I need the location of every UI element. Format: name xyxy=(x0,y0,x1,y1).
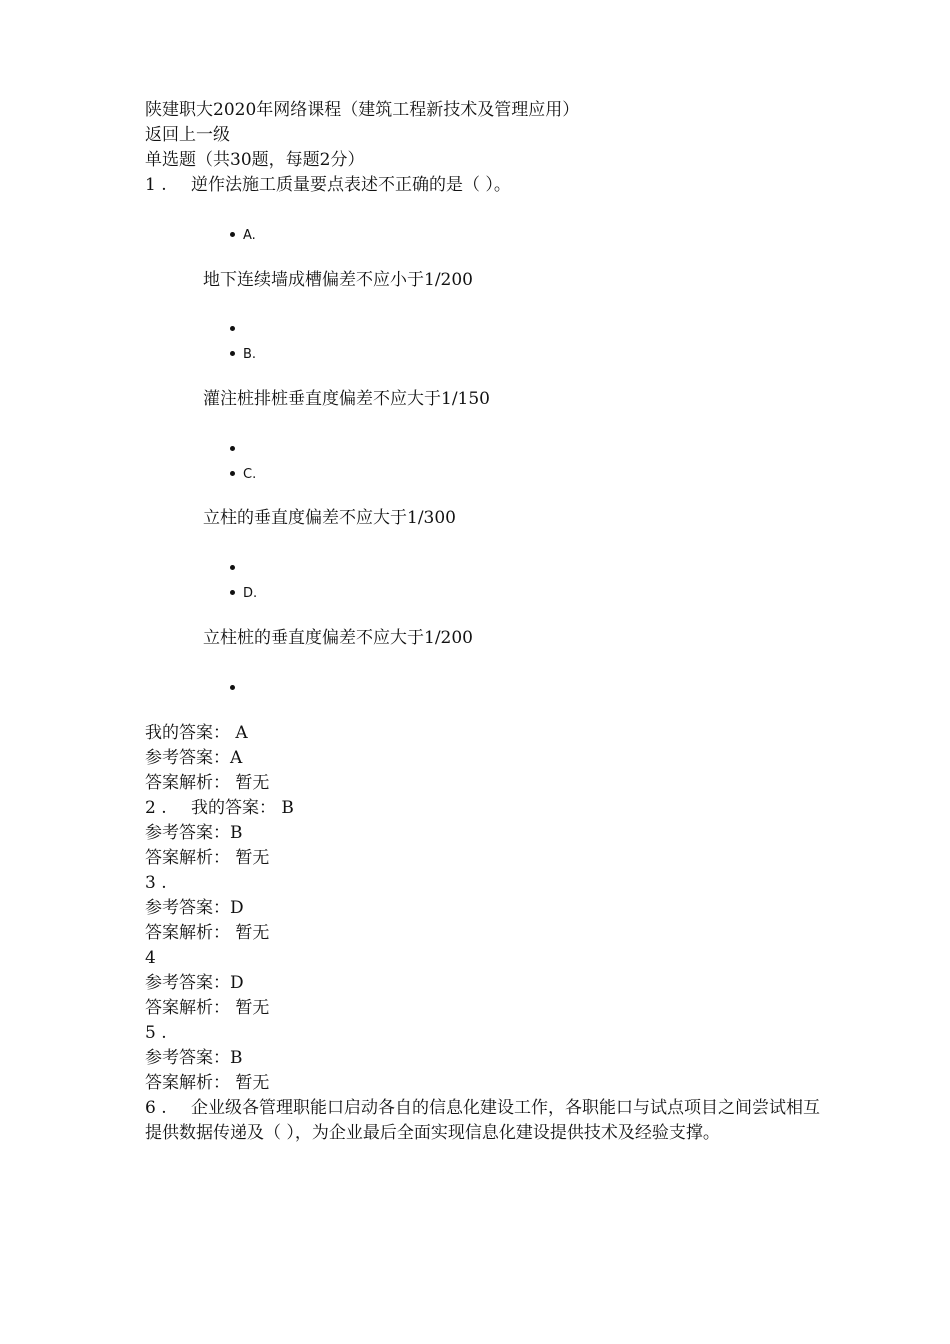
option-bullet xyxy=(230,559,243,579)
option-d-radio[interactable] xyxy=(230,584,257,604)
option-bullet xyxy=(230,679,243,699)
answer-analysis: 答案解析： 暂无 xyxy=(145,773,270,793)
option-bullet xyxy=(230,440,243,460)
option-label: C. xyxy=(243,467,257,482)
bullet-icon xyxy=(230,565,235,570)
bullet-icon xyxy=(230,351,235,356)
question-number: 3 . xyxy=(145,873,167,893)
question-number: 5 . xyxy=(145,1023,167,1043)
question-number: 4 xyxy=(145,948,156,968)
option-c-radio[interactable] xyxy=(230,465,256,485)
option-a-text: 地下连续墙成槽偏差不应小于1/200 xyxy=(203,270,473,290)
reference-answer: 参考答案：D xyxy=(145,898,244,918)
option-label: D. xyxy=(243,586,258,601)
back-link[interactable]: 返回上一级 xyxy=(145,125,230,145)
option-label: A. xyxy=(243,228,256,243)
bullet-icon xyxy=(230,326,235,331)
question-number: 2 . xyxy=(145,798,167,818)
bullet-icon xyxy=(230,232,235,237)
question-4 xyxy=(145,946,156,971)
answer-analysis: 答案解析： 暂无 xyxy=(145,848,270,868)
option-c-text: 立柱的垂直度偏差不应大于1/300 xyxy=(203,508,456,528)
question-number: 6 . xyxy=(145,1098,167,1118)
option-d-text: 立柱桩的垂直度偏差不应大于1/200 xyxy=(203,628,473,648)
question-text: 企业级各管理职能口启动各自的信息化建设工作，各职能口与试点项目之间尝试相互提供数据传递及（ ），为企业最后全面实现信息化建设提供技术及经验支撑。 xyxy=(145,1098,820,1143)
reference-answer: 参考答案：B xyxy=(145,1048,243,1068)
option-bullet xyxy=(230,320,243,340)
option-b-text: 灌注桩排桩垂直度偏差不应大于1/150 xyxy=(203,389,490,409)
question-text: 逆作法施工质量要点表述不正确的是（ ）。 xyxy=(191,175,511,195)
reference-answer: 参考答案：D xyxy=(145,973,244,993)
course-title: 陕建职大2020年网络课程（建筑工程新技术及管理应用） xyxy=(145,100,580,120)
question-6 xyxy=(145,1096,825,1146)
section-heading: 单选题（共30题，每题2分） xyxy=(145,150,365,170)
bullet-icon xyxy=(230,471,235,476)
question-3 xyxy=(145,871,167,896)
my-answer: 我的答案： A xyxy=(145,723,248,743)
bullet-icon xyxy=(230,590,235,595)
question-5 xyxy=(145,1021,167,1046)
question-1 xyxy=(145,173,511,198)
option-a-radio[interactable] xyxy=(230,226,256,246)
bullet-icon xyxy=(230,446,235,451)
my-answer: 我的答案： B xyxy=(191,798,294,818)
option-b-radio[interactable] xyxy=(230,345,256,365)
reference-answer: 参考答案：A xyxy=(145,748,243,768)
bullet-icon xyxy=(230,685,235,690)
answer-analysis: 答案解析： 暂无 xyxy=(145,1073,270,1093)
question-2 xyxy=(145,796,294,821)
option-label: B. xyxy=(243,347,257,362)
answer-analysis: 答案解析： 暂无 xyxy=(145,998,270,1018)
reference-answer: 参考答案：B xyxy=(145,823,243,843)
answer-analysis: 答案解析： 暂无 xyxy=(145,923,270,943)
question-number: 1 . xyxy=(145,175,167,195)
